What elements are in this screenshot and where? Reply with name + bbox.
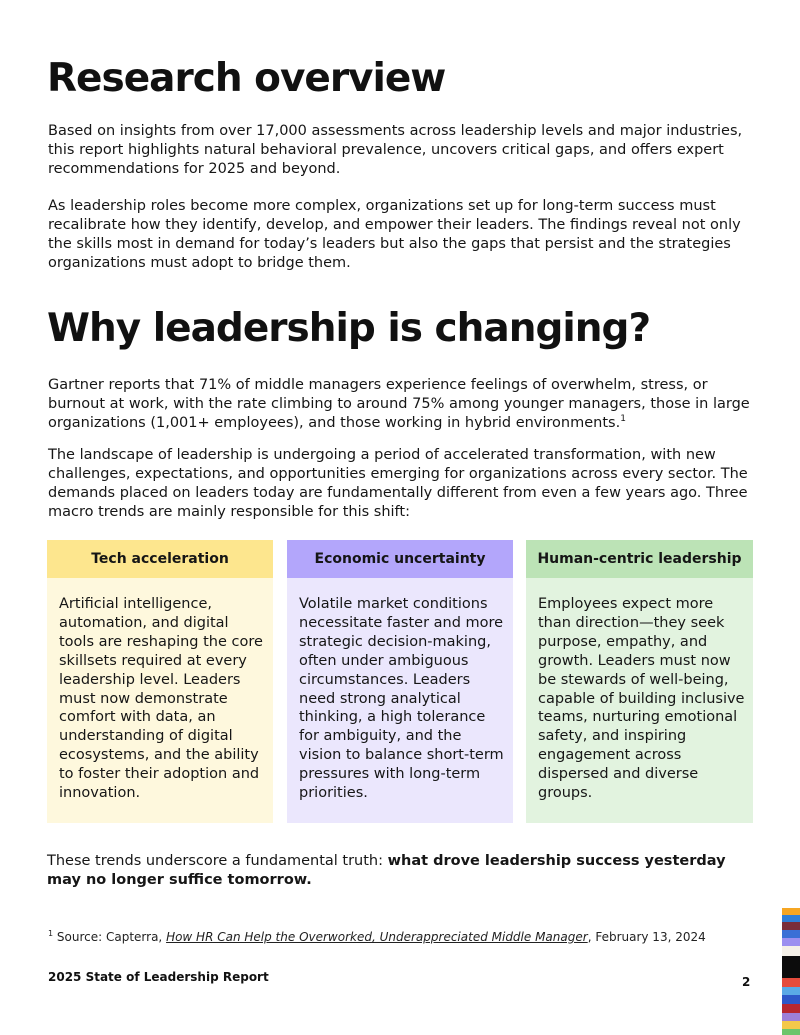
conclusion-paragraph [47, 852, 759, 890]
decor-stripe [782, 1004, 800, 1013]
decor-stripe [782, 922, 800, 930]
page-number: 2 [742, 975, 751, 989]
footnote-prefix: Source: Capterra, [53, 930, 167, 944]
gartner-paragraph [48, 376, 760, 433]
decor-stripe [782, 987, 800, 995]
decor-stripe [782, 915, 800, 922]
decor-stripe [782, 995, 800, 1004]
decor-stripe [782, 930, 800, 938]
gartner-text: Gartner reports that 71% of middle managers experience feelings of overwhelm, stress, or burnout at work, with the rate climbing to around 75% among younger managers, those in large organizations (1,001+ employees), and those working in hybrid environments. [48, 377, 750, 431]
footnote-suffix: , February 13, 2024 [587, 930, 706, 944]
footnote-marker: 1 [48, 929, 54, 938]
decor-stripe [782, 1029, 800, 1035]
footnote [48, 930, 706, 944]
decor-stripe [782, 946, 800, 956]
trend-card-title: Human-centric leadership [526, 540, 753, 578]
footnote-source-link[interactable]: How HR Can Help the Overworked, Underappreciated Middle Manager [166, 930, 588, 944]
decor-stripe [782, 938, 800, 946]
trend-card-title: Tech acceleration [47, 540, 273, 578]
decorative-color-bar [782, 908, 800, 1035]
trend-card-tech [47, 540, 273, 823]
research-overview-paragraph-1: Based on insights from over 17,000 assessments across leadership levels and major industries, this report highlights natural behavioral prevalence, uncovers critical gaps, and offers expert recommendations for 2025 and beyond. [48, 123, 743, 177]
why-leadership-heading: Why leadership is changing? [47, 306, 651, 351]
decor-stripe [782, 1013, 800, 1021]
decor-stripe [782, 968, 800, 978]
footnote-ref[interactable]: 1 [620, 414, 626, 425]
landscape-paragraph: The landscape of leadership is undergoing a period of accelerated transformation, with new challenges, expectations, and opportunities emerging for organizations across every sector. The demands placed on leaders today are fundamentally different from even a few years ago. Three macro trends are mainly responsible for this shift: [48, 447, 748, 520]
conclusion-lead: These trends underscore a fundamental truth: [47, 853, 388, 869]
trend-card-human-centric [526, 540, 753, 823]
research-overview-paragraph-2: As leadership roles become more complex, organizations set up for long-term success must recalibrate how they identify, develop, and empower their leaders. The findings reveal not only the skills most in demand for today’s leaders but also the gaps that persist and the strategies organizations must adopt to bridge them. [48, 198, 741, 271]
conclusion-emphasis: what drove leadership success yesterday may no longer suffice tomorrow. [47, 853, 726, 888]
decor-stripe [782, 908, 800, 915]
trend-card-body: Volatile market conditions necessitate faster and more strategic decision-making, often under ambiguous circumstances. Leaders need strong analytical thinking, a high tolerance for ambiguity, and the vision to balance short-term pressures with long-term priorities. [287, 578, 513, 823]
trend-card-body: Employees expect more than direction—they seek purpose, empathy, and growth. Leaders must now be stewards of well-being, capable of building inclusive teams, nurturing emotional safety, and inspiring engagement across dispersed and diverse groups. [526, 578, 753, 823]
footer-report-title: 2025 State of Leadership Report [48, 970, 269, 984]
decor-stripe [782, 1021, 800, 1029]
decor-stripe [782, 956, 800, 968]
research-overview-heading: Research overview [47, 56, 446, 101]
decor-stripe [782, 978, 800, 987]
trend-card-title: Economic uncertainty [287, 540, 513, 578]
trend-card-economic [287, 540, 513, 823]
trend-card-body: Artificial intelligence, automation, and digital tools are reshaping the core skillsets required at every leadership level. Leaders must now demonstrate comfort with data, an understanding of digital ecosystems, and the ability to foster their adoption and innovation. [47, 578, 273, 823]
